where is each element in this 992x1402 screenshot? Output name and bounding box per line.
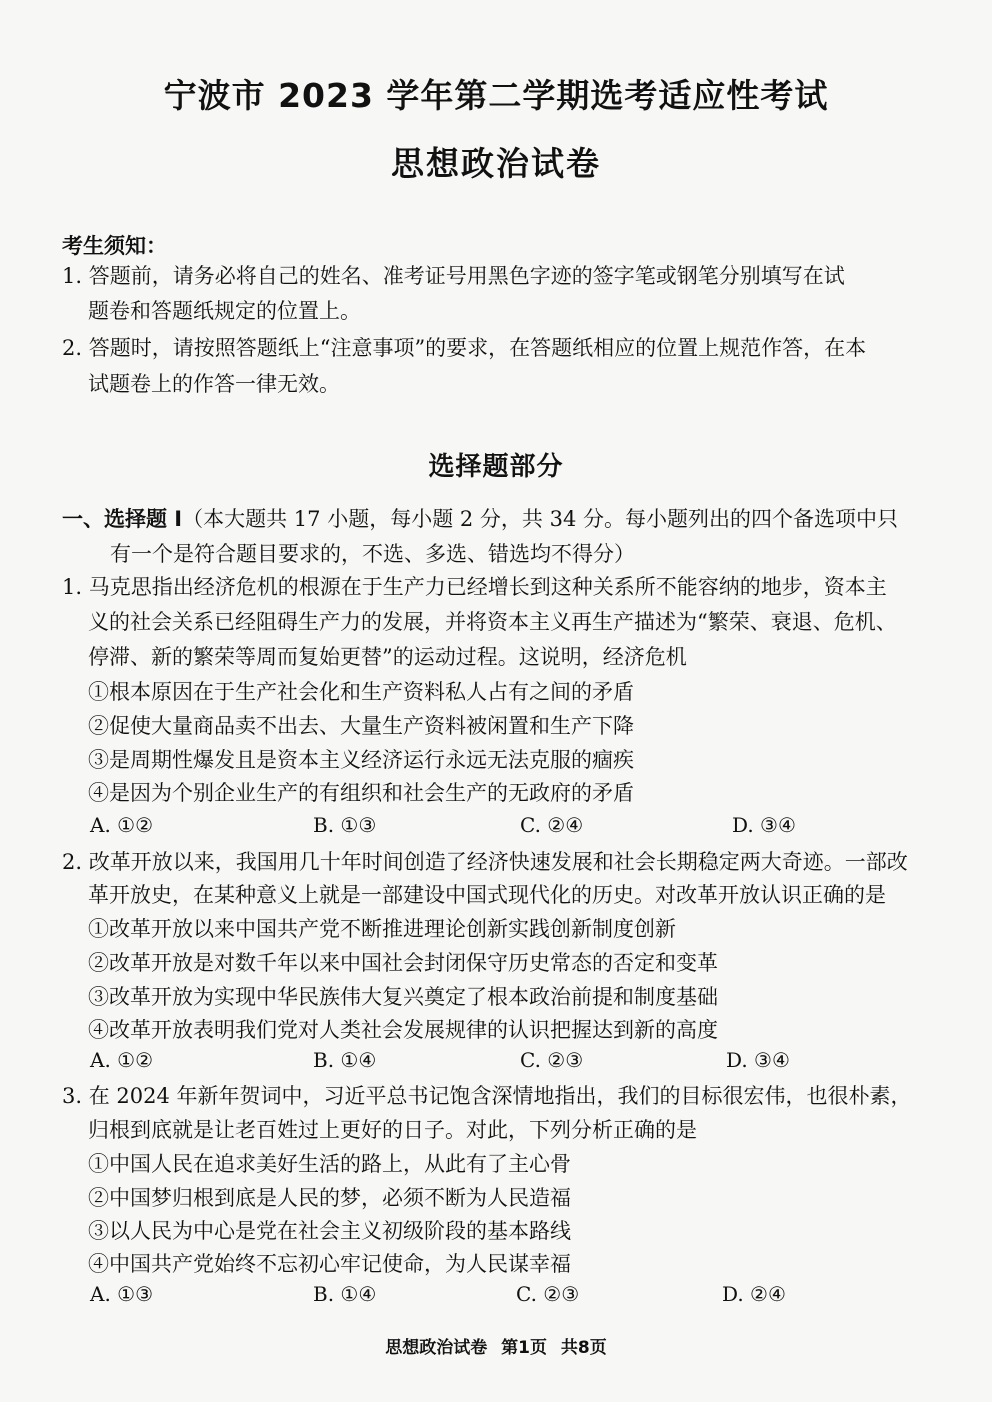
q1-item-3: ③是周期性爆发且是资本主义经济运行永远无法克服的痼疾	[88, 748, 634, 772]
q2-option-c: C. ②③	[520, 1048, 584, 1072]
q1-item-4: ④是因为个别企业生产的有组织和社会生产的无政府的矛盾	[88, 781, 634, 805]
q1-option-b: B. ①③	[313, 813, 377, 837]
part-desc-2: 有一个是符合题目要求的，不选、多选、错选均不得分）	[110, 542, 635, 566]
exam-subtitle: 思想政治试卷	[391, 144, 601, 183]
notice-heading: 考生须知：	[62, 234, 167, 258]
q3-item-2: ②中国梦归根到底是人民的梦，必须不断为人民造福	[88, 1186, 571, 1210]
section-title: 选择题部分	[428, 452, 564, 482]
q1-option-c: C. ②④	[520, 813, 584, 837]
q2-option-b: B. ①④	[313, 1048, 377, 1072]
q3-stem-line-1: 3. 在 2024 年新年贺词中，习近平总书记饱含深情地指出，我们的目标很宏伟，也很朴素，	[62, 1084, 912, 1108]
q1-stem-line-1: 1. 马克思指出经济危机的根源在于生产力已经增长到这种关系所不能容纳的地步，资本主	[62, 575, 887, 599]
q2-stem-line-1: 2. 改革开放以来，我国用几十年时间创造了经济快速发展和社会长期稳定两大奇迹。一部改	[62, 850, 908, 874]
notice-item-1-line-1: 1. 答题前，请务必将自己的姓名、准考证号用黑色字迹的签字笔或钢笔分别填写在试	[62, 264, 845, 288]
part-label: 一、选择题 I	[62, 507, 183, 531]
part-heading	[62, 503, 898, 533]
q3-option-a: A. ①③	[90, 1282, 154, 1306]
q3-option-d: D. ②④	[722, 1282, 786, 1306]
q3-option-b: B. ①④	[313, 1282, 377, 1306]
q2-option-d: D. ③④	[726, 1048, 790, 1072]
q3-option-c: C. ②③	[516, 1282, 580, 1306]
q1-stem-line-3: 停滞、新的繁荣等周而复始更替”的运动过程。这说明，经济危机	[88, 645, 687, 669]
q3-item-4: ④中国共产党始终不忘初心牢记使命，为人民谋幸福	[88, 1252, 571, 1276]
q2-item-1: ①改革开放以来中国共产党不断推进理论创新实践创新制度创新	[88, 917, 676, 941]
q3-stem-line-2: 归根到底就是让老百姓过上更好的日子。对此，下列分析正确的是	[88, 1118, 697, 1142]
q3-item-3: ③以人民为中心是党在社会主义初级阶段的基本路线	[88, 1219, 571, 1243]
part-desc-1: （本大题共 17 小题，每小题 2 分，共 34 分。每小题列出的四个备选项中只	[182, 507, 898, 531]
q1-stem-line-2: 义的社会关系已经阻碍生产力的发展，并将资本主义再生产描述为“繁荣、衰退、危机、	[88, 610, 897, 634]
q2-item-3: ③改革开放为实现中华民族伟大复兴奠定了根本政治前提和制度基础	[88, 985, 718, 1009]
notice-item-2-line-2: 试题卷上的作答一律无效。	[88, 372, 340, 396]
footer-page-number: 第1页	[501, 1338, 547, 1358]
footer-subject: 思想政治试卷	[385, 1338, 488, 1358]
q1-item-2: ②促使大量商品卖不出去、大量生产资料被闲置和生产下降	[88, 714, 634, 738]
notice-item-1-line-2: 题卷和答题纸规定的位置上。	[88, 299, 361, 323]
q3-item-1: ①中国人民在追求美好生活的路上，从此有了主心骨	[88, 1152, 571, 1176]
q2-item-4: ④改革开放表明我们党对人类社会发展规律的认识把握达到新的高度	[88, 1018, 718, 1042]
footer-total-pages: 共8页	[560, 1338, 607, 1358]
notice-item-2-line-1: 2. 答题时，请按照答题纸上“注意事项”的要求，在答题纸相应的位置上规范作答，在本	[62, 336, 867, 360]
exam-title: 宁波市 2023 学年第二学期选考适应性考试	[163, 76, 829, 115]
page-footer	[0, 1333, 992, 1358]
q1-option-a: A. ①②	[90, 813, 154, 837]
q2-stem-line-2: 革开放史，在某种意义上就是一部建设中国式现代化的历史。对改革开放认识正确的是	[88, 883, 886, 907]
q1-option-d: D. ③④	[732, 813, 796, 837]
q1-item-1: ①根本原因在于生产社会化和生产资料私人占有之间的矛盾	[88, 680, 634, 704]
q2-item-2: ②改革开放是对数千年以来中国社会封闭保守历史常态的否定和变革	[88, 951, 718, 975]
q2-option-a: A. ①②	[90, 1048, 154, 1072]
